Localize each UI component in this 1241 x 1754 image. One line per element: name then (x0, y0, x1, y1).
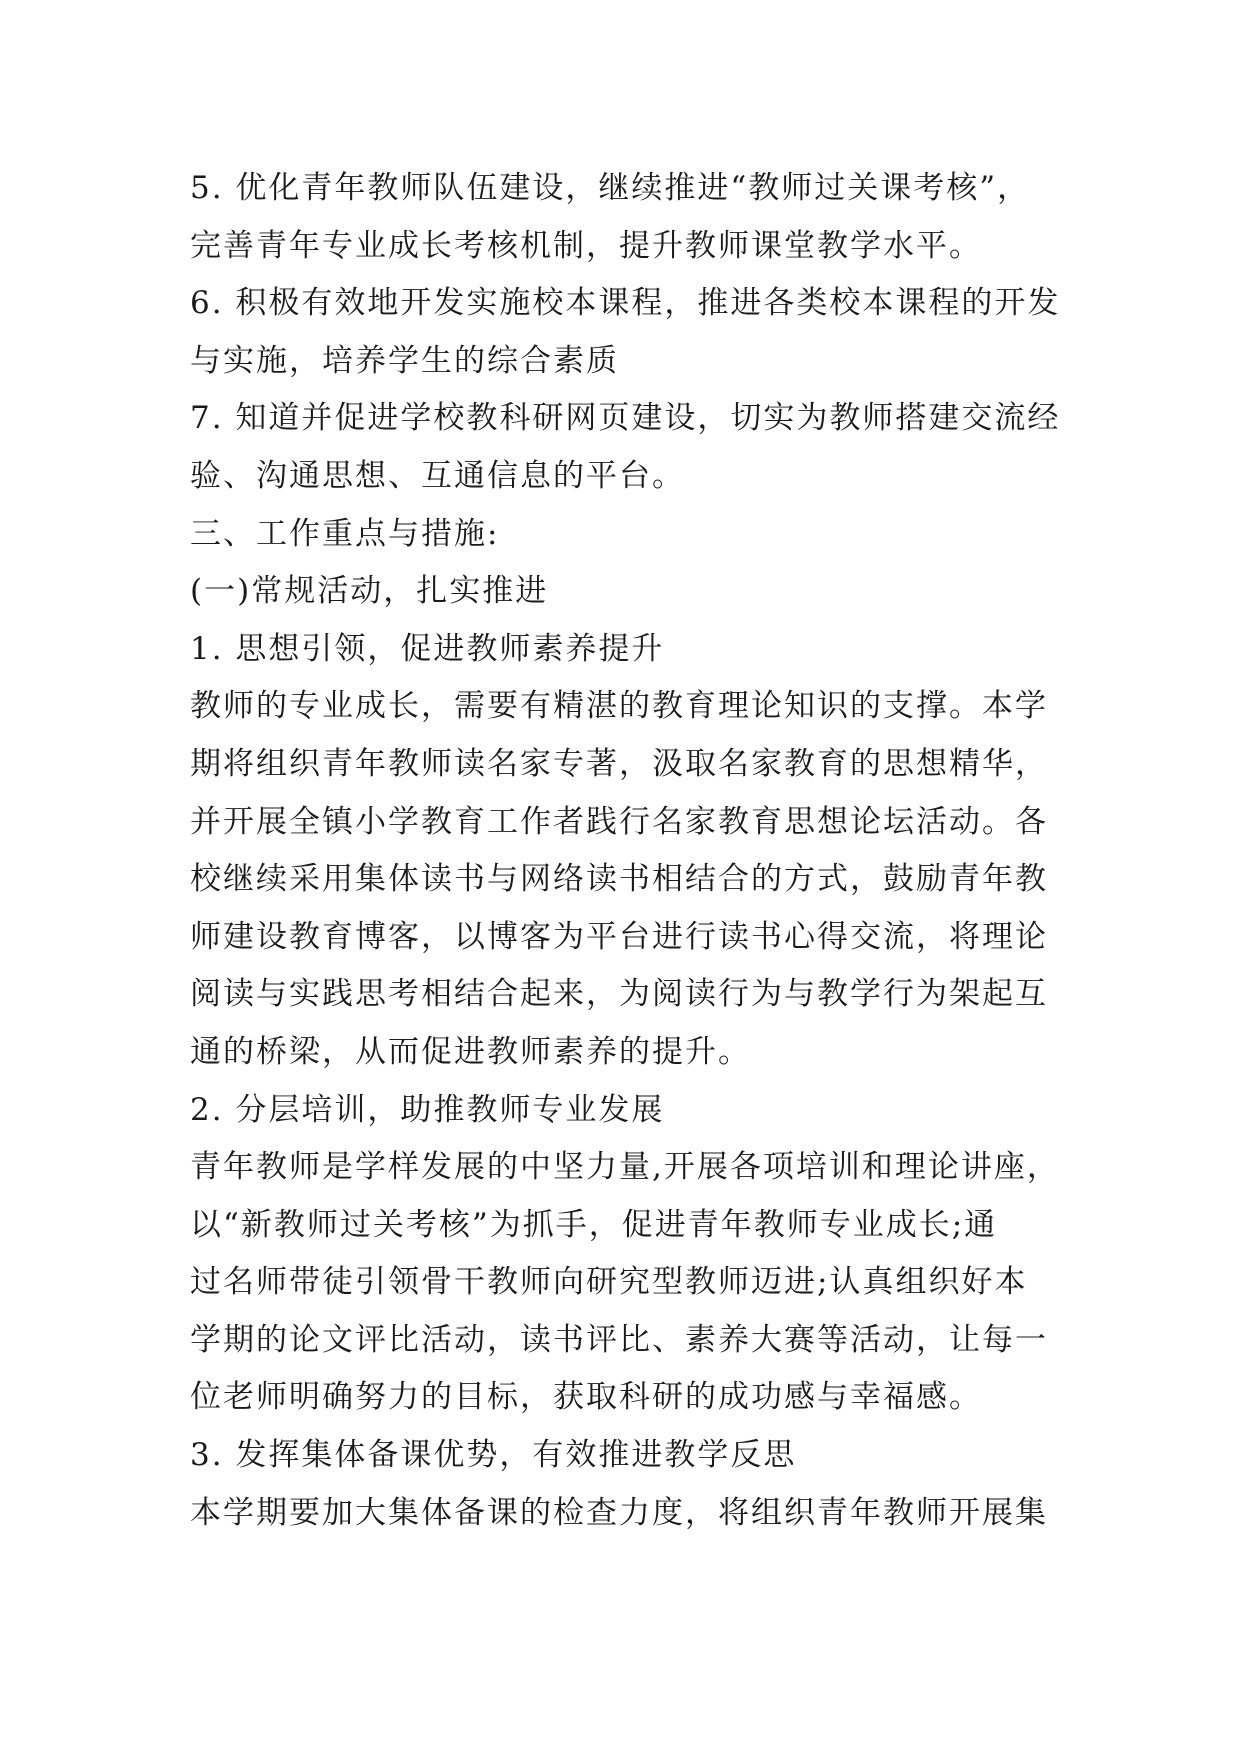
paragraph-line: 本学期要加大集体备课的检查力度，将组织青年教师开展集 (190, 1494, 1048, 1531)
document-body (190, 160, 1070, 1542)
text-line-goal-7b: 验、沟通思想、互通信息的平台。 (190, 457, 685, 494)
paragraph-line: 期将组织青年教师读名家专著，汲取名家教育的思想精华， (190, 745, 1048, 782)
paragraph-line: 过名师带徒引领骨干教师向研究型教师迈进;认真组织好本 (190, 1264, 1028, 1301)
paragraph-line: 校继续采用集体读书与网络读书相结合的方式，鼓励青年教 (190, 861, 1048, 898)
paragraph-line: 青年教师是学样发展的中坚力量,开展各项培训和理论讲座， (190, 1149, 1060, 1186)
text-line-goal-6b: 与实施，培养学生的综合素质 (190, 342, 619, 379)
paragraph-line: 师建设教育博客，以博客为平台进行读书心得交流，将理论 (190, 918, 1048, 955)
paragraph-line: 教师的专业成长，需要有精湛的教育理论知识的支撑。本学 (190, 688, 1048, 725)
text-line-goal-5a: 5. 优化青年教师队伍建设，继续推进“教师过关课考核”， (190, 170, 1031, 206)
paragraph-line: 学期的论文评比活动，读书评比、素养大赛等活动，让每一 (190, 1321, 1048, 1358)
subsection-heading: (一)常规活动，扎实推进 (190, 573, 549, 610)
paragraph-line: 通的桥梁，从而促进教师素养的提升。 (190, 1033, 751, 1070)
paragraph-line: 阅读与实践思考相结合起来，为阅读行为与教学行为架起互 (190, 976, 1048, 1013)
item-heading-1: 1. 思想引领，促进教师素养提升 (190, 630, 665, 667)
paragraph-line: 位老师明确努力的目标，获取科研的成功感与幸福感。 (190, 1379, 982, 1416)
section-heading: 三、工作重点与措施: (190, 515, 500, 552)
paragraph-line: 以“新教师过关考核”为抓手，促进青年教师专业成长;通 (190, 1206, 998, 1243)
text-line-goal-7a: 7. 知道并促进学校教科研网页建设，切实为教师搭建交流经 (190, 400, 1061, 437)
text-line-goal-5b: 完善青年专业成长考核机制，提升教师课堂教学水平。 (190, 227, 982, 264)
item-heading-3: 3. 发挥集体备课优势，有效推进教学反思 (190, 1437, 797, 1474)
item-heading-2: 2. 分层培训，助推教师专业发展 (190, 1091, 665, 1128)
paragraph-line: 并开展全镇小学教育工作者践行名家教育思想论坛活动。各 (190, 803, 1048, 840)
text-line-goal-6a: 6. 积极有效地开发实施校本课程，推进各类校本课程的开发 (190, 285, 1061, 322)
